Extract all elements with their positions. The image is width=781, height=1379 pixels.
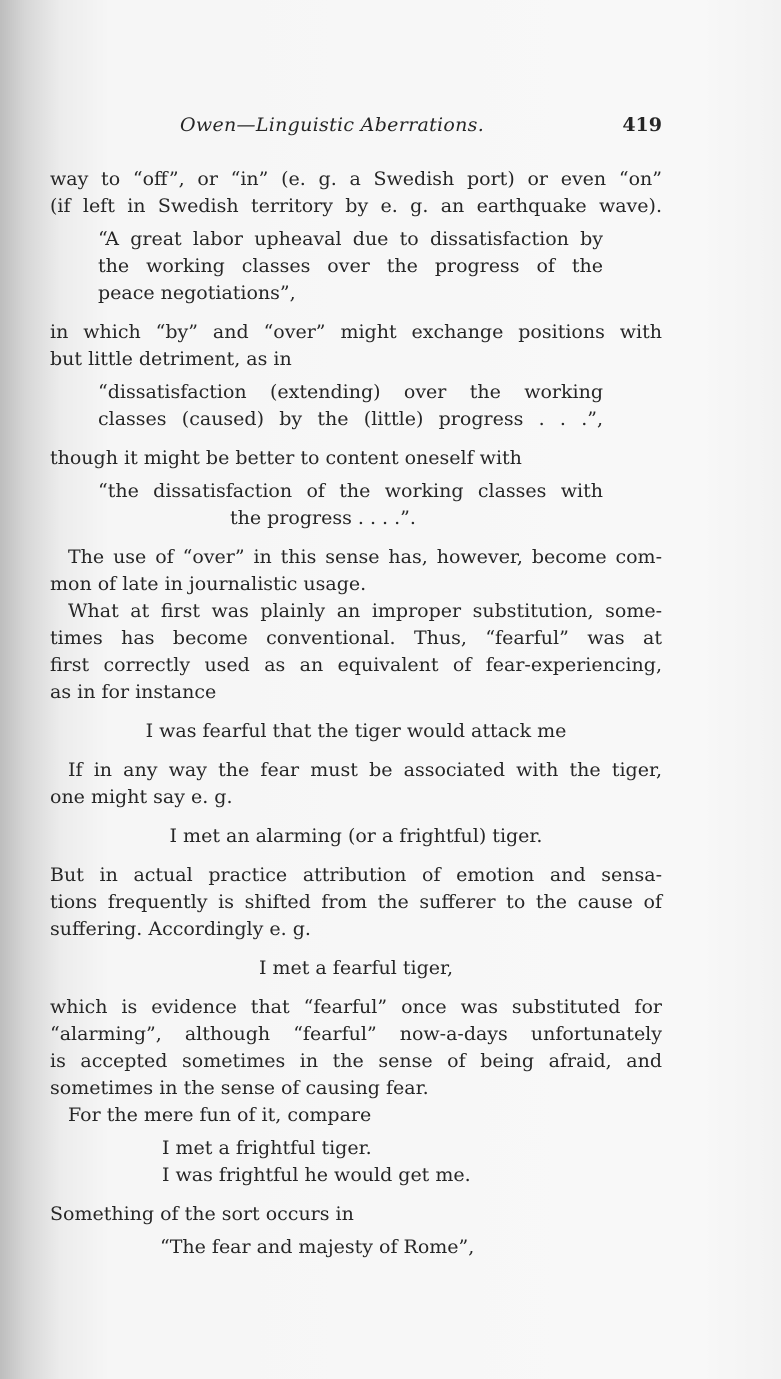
text-line: I met a frightful tiger. (162, 1137, 372, 1159)
text-line: For the mere fun of it, compare (68, 1104, 372, 1126)
line-gap (50, 433, 662, 445)
text-line: mon of late in journalistic usage. (50, 573, 367, 595)
line-gap (50, 532, 662, 544)
text-line: “alarming”, although “fearful” now-a-days unfortunately (50, 1023, 662, 1045)
text-line: the working classes over the progress of the (98, 255, 603, 277)
text-line: I was frightful he would get me. (162, 1164, 471, 1186)
line-gap (50, 811, 662, 823)
text-line: What at first was plainly an improper substitution, some- (68, 600, 662, 622)
line-gap (50, 745, 662, 757)
text-line: is accepted sometimes in the sense of being afraid, and (50, 1050, 662, 1072)
text-line: one might say e. g. (50, 786, 233, 808)
text-line: classes (caused) by the (little) progress . . .”, (98, 408, 603, 430)
line-gap (50, 982, 662, 994)
text-line: “dissatisfaction (extending) over the working (98, 381, 603, 403)
text-line: But in actual practice attribution of emotion and sensa- (50, 864, 662, 886)
text-line: peace negotiations”, (98, 282, 296, 304)
line-gap (50, 850, 662, 862)
text-line: which is evidence that “fearful” once was substituted for (50, 996, 662, 1018)
text-line: I was fearful that the tiger would attack me (145, 720, 567, 742)
page-body-text (50, 166, 662, 1261)
text-line: sometimes in the sense of causing fear. (50, 1077, 429, 1099)
line-gap (50, 706, 662, 718)
text-line: “A great labor upheaval due to dissatisfaction by (98, 228, 603, 250)
text-line: “The fear and majesty of Rome”, (160, 1236, 475, 1258)
text-line: I met an alarming (or a frightful) tiger. (169, 825, 543, 847)
text-line: first correctly used as an equivalent of fear-experiencing, (50, 654, 662, 676)
text-line: way to “off”, or “in” (e. g. a Swedish port) or even “on” (50, 168, 662, 190)
text-line: If in any way the fear must be associated with the tiger, (68, 759, 662, 781)
text-line: The use of “over” in this sense has, however, become com- (68, 546, 662, 568)
text-line: Something of the sort occurs in (50, 1203, 354, 1225)
text-line: as in for instance (50, 681, 217, 703)
text-line: (if left in Swedish territory by e. g. an earthquake wave). (50, 195, 662, 217)
text-line: though it might be better to content oneself with (50, 447, 522, 469)
line-gap (50, 1189, 662, 1201)
text-line: I met a fearful tiger, (258, 957, 454, 979)
text-line: but little detriment, as in (50, 348, 292, 370)
line-gap (50, 307, 662, 319)
page-header (50, 114, 662, 144)
text-line: suffering. Accordingly e. g. (50, 918, 311, 940)
text-line: times has become conventional. Thus, “fearful” was at (50, 627, 662, 649)
text-line: “the dissatisfaction of the working classes with (98, 480, 603, 502)
text-line: the progress . . . .”. (230, 507, 416, 529)
page-number: 419 (622, 114, 662, 136)
running-head: Owen—Linguistic Aberrations. (180, 114, 485, 136)
text-line: tions frequently is shifted from the sufferer to the cause of (50, 891, 662, 913)
text-line: in which “by” and “over” might exchange positions with (50, 321, 662, 343)
line-gap (50, 943, 662, 955)
